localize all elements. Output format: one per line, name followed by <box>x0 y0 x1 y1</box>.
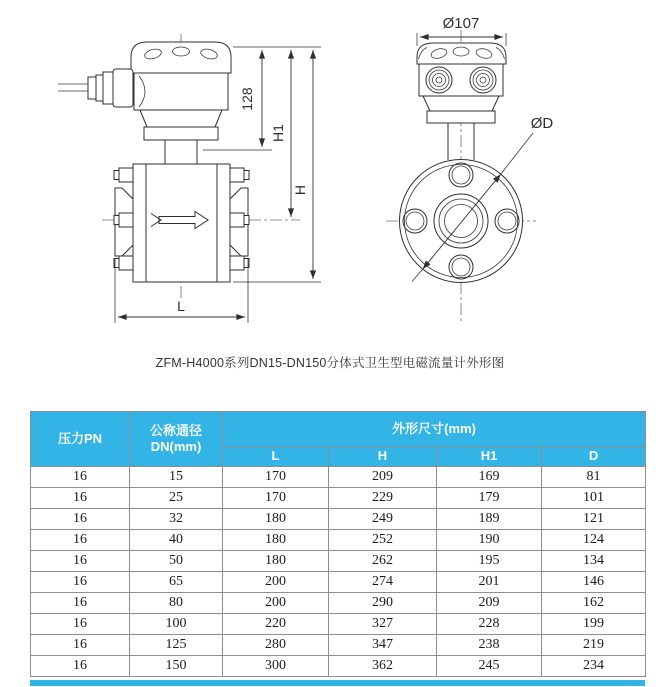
table-cell: 16 <box>31 614 130 635</box>
table-cell: 16 <box>31 593 130 614</box>
table-row <box>31 614 646 635</box>
table-header <box>31 412 646 467</box>
header-outline-dimensions: 外形尺寸(mm) <box>223 412 646 447</box>
cable-gland <box>58 69 133 107</box>
table-row <box>31 572 646 593</box>
table-cell: 16 <box>31 530 130 551</box>
table-cell: 209 <box>329 467 437 488</box>
table-cell: 180 <box>223 530 329 551</box>
table-cell: 121 <box>542 509 646 530</box>
table-cell: 180 <box>223 509 329 530</box>
table-cell: 81 <box>542 467 646 488</box>
table-cell: 170 <box>223 467 329 488</box>
table-cell: 80 <box>130 593 223 614</box>
header-col-d: D <box>542 447 646 467</box>
table-cell: 190 <box>437 530 542 551</box>
table-cell: 124 <box>542 530 646 551</box>
table-cell: 252 <box>329 530 437 551</box>
table-cell: 101 <box>542 488 646 509</box>
table-row <box>31 509 646 530</box>
table-cell: 228 <box>437 614 542 635</box>
drawing-caption: ZFM-H4000系列DN15-DN150分体式卫生型电磁流量计外形图 <box>155 356 505 370</box>
table-cell: 238 <box>437 635 542 656</box>
table-cell: 16 <box>31 572 130 593</box>
converter-cap-front <box>417 43 506 64</box>
table-cell: 200 <box>223 593 329 614</box>
neck-taper-front <box>423 96 499 111</box>
dim-label-dd: ØD <box>530 115 554 132</box>
header-nominal-diameter-line2: DN(mm) <box>150 439 202 454</box>
table-cell: 169 <box>437 467 542 488</box>
table-cell: 327 <box>329 614 437 635</box>
stem <box>165 140 197 164</box>
table-cell: 125 <box>130 635 223 656</box>
table-cell: 362 <box>329 656 437 677</box>
table-cell: 40 <box>130 530 223 551</box>
dim-label-d107: Ø107 <box>442 15 480 32</box>
table-cell: 262 <box>329 551 437 572</box>
table-row <box>31 530 646 551</box>
table-cell: 234 <box>542 656 646 677</box>
table-cell: 300 <box>223 656 329 677</box>
table-cell: 100 <box>130 614 223 635</box>
table-cell: 219 <box>542 635 646 656</box>
table-cell: 290 <box>329 593 437 614</box>
mounting-plate-front <box>427 111 495 123</box>
table-cell: 16 <box>31 656 130 677</box>
header-col-l: L <box>223 447 329 467</box>
header-col-h1: H1 <box>437 447 542 467</box>
table-cell: 170 <box>223 488 329 509</box>
table-row <box>31 593 646 614</box>
table-cell: 280 <box>223 635 329 656</box>
head-diameter-dimension <box>417 15 506 46</box>
table-row <box>31 656 646 677</box>
table-cell: 146 <box>542 572 646 593</box>
table-cell: 245 <box>437 656 542 677</box>
dim-label-128: 128 <box>239 87 255 111</box>
header-col-h: H <box>329 447 437 467</box>
table-body <box>31 467 646 677</box>
table-cell: 134 <box>542 551 646 572</box>
table-row <box>31 488 646 509</box>
header-pressure-pn: 压力PN <box>31 412 130 467</box>
table-cell: 25 <box>130 488 223 509</box>
table-cell: 220 <box>223 614 329 635</box>
table-row <box>31 551 646 572</box>
table-cell: 209 <box>437 593 542 614</box>
table-cell: 162 <box>542 593 646 614</box>
table-cell: 199 <box>542 614 646 635</box>
neck-taper <box>140 110 222 127</box>
dimension-table <box>30 411 646 677</box>
table-cell: 50 <box>130 551 223 572</box>
table-cell: 16 <box>31 488 130 509</box>
table-cell: 179 <box>437 488 542 509</box>
table-cell: 150 <box>130 656 223 677</box>
table-cell: 16 <box>31 551 130 572</box>
dim-label-h: H <box>292 184 308 196</box>
table-row <box>31 467 646 488</box>
dim-label-l: L <box>177 298 185 314</box>
table-cell: 347 <box>329 635 437 656</box>
table-cell: 229 <box>329 488 437 509</box>
flange-front <box>400 160 523 283</box>
table-cell: 201 <box>437 572 542 593</box>
converter-body <box>134 73 228 110</box>
front-view-drawing <box>386 15 553 324</box>
header-nominal-diameter-line1: 公称通径 <box>149 422 202 438</box>
table-cell: 32 <box>130 509 223 530</box>
header-nominal-diameter <box>130 412 223 467</box>
table-cell: 195 <box>437 551 542 572</box>
table-bottom-accent-bar <box>30 680 645 686</box>
table-cell: 180 <box>223 551 329 572</box>
table-cell: 16 <box>31 635 130 656</box>
table-cell: 15 <box>130 467 223 488</box>
table-cell: 16 <box>31 509 130 530</box>
side-view-drawing <box>58 34 321 323</box>
table-row <box>31 635 646 656</box>
table-cell: 65 <box>130 572 223 593</box>
table-cell: 200 <box>223 572 329 593</box>
dim-label-h1: H1 <box>270 124 286 142</box>
table-cell: 249 <box>329 509 437 530</box>
table-cell: 16 <box>31 467 130 488</box>
mounting-plate <box>144 127 218 140</box>
table-cell: 274 <box>329 572 437 593</box>
table-cell: 189 <box>437 509 542 530</box>
